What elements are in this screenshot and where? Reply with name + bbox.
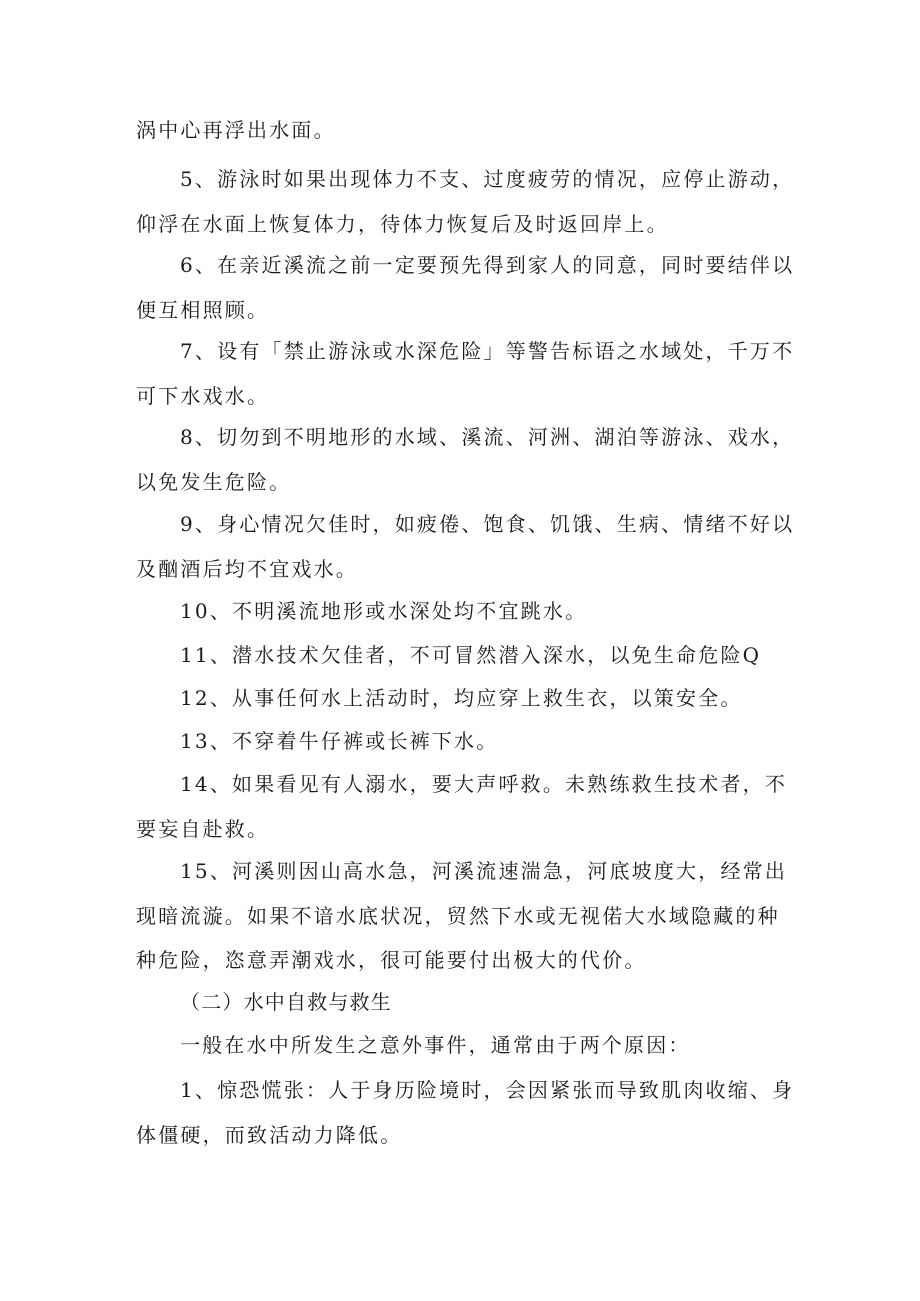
section-heading: （二）水中自救与救生 — [180, 990, 392, 1014]
paragraph-item-14: 14、如果看见有人溺水，要大声呼救。未熟练救生技术者，不要妄自赴救。 — [136, 772, 788, 841]
paragraph-item-6: 6、在亲近溪流之前一定要预先得到家人的同意，同时要结伴以便互相照顾。 — [136, 253, 795, 322]
paragraph-item-9: 9、身心情况欠佳时，如疲倦、饱食、饥饿、生病、情绪不好以及酗酒后均不宜戏水。 — [136, 512, 795, 581]
paragraph-item-10: 10、不明溪流地形或水深处均不宜跳水。 — [180, 599, 588, 623]
paragraph-item-12: 12、从事任何水上活动时，均应穿上救生衣，以策安全。 — [180, 686, 743, 710]
paragraph-item-15: 15、河溪则因山高水急，河溪流速湍急，河底坡度大，经常出现暗流漩。如果不谙水底状况，贸然下水或无视偌大水域隐藏的种种危险，恣意弄潮戏水，很可能要付出极大的代价。 — [136, 859, 788, 972]
paragraph-item-5: 5、游泳时如果出现体力不支、过度疲劳的情况，应停止游动，仰浮在水面上恢复体力，待体力恢复后及时返回岸上。 — [136, 167, 795, 236]
paragraph-cause-1: 1、惊恐慌张：人于身历险境时，会因紧张而导致肌肉收缩、身体僵硬，而致活动力降低。 — [136, 1078, 795, 1147]
paragraph-continuation: 涡中心再浮出水面。 — [136, 118, 336, 142]
paragraph-intro: 一般在水中所发生之意外事件，通常由于两个原因： — [180, 1033, 691, 1057]
paragraph-item-11: 11、潜水技术欠佳者，不可冒然潜入深水，以免生命危险Q — [180, 643, 762, 667]
paragraph-item-7: 7、设有「禁止游泳或水深危险」等警告标语之水域处，千万不可下水戏水。 — [136, 339, 795, 408]
paragraph-item-8: 8、切勿到不明地形的水域、溪流、河洲、湖泊等游泳、戏水，以免发生危险。 — [136, 425, 795, 494]
paragraph-item-13: 13、不穿着牛仔裤或长裤下水。 — [180, 729, 499, 753]
